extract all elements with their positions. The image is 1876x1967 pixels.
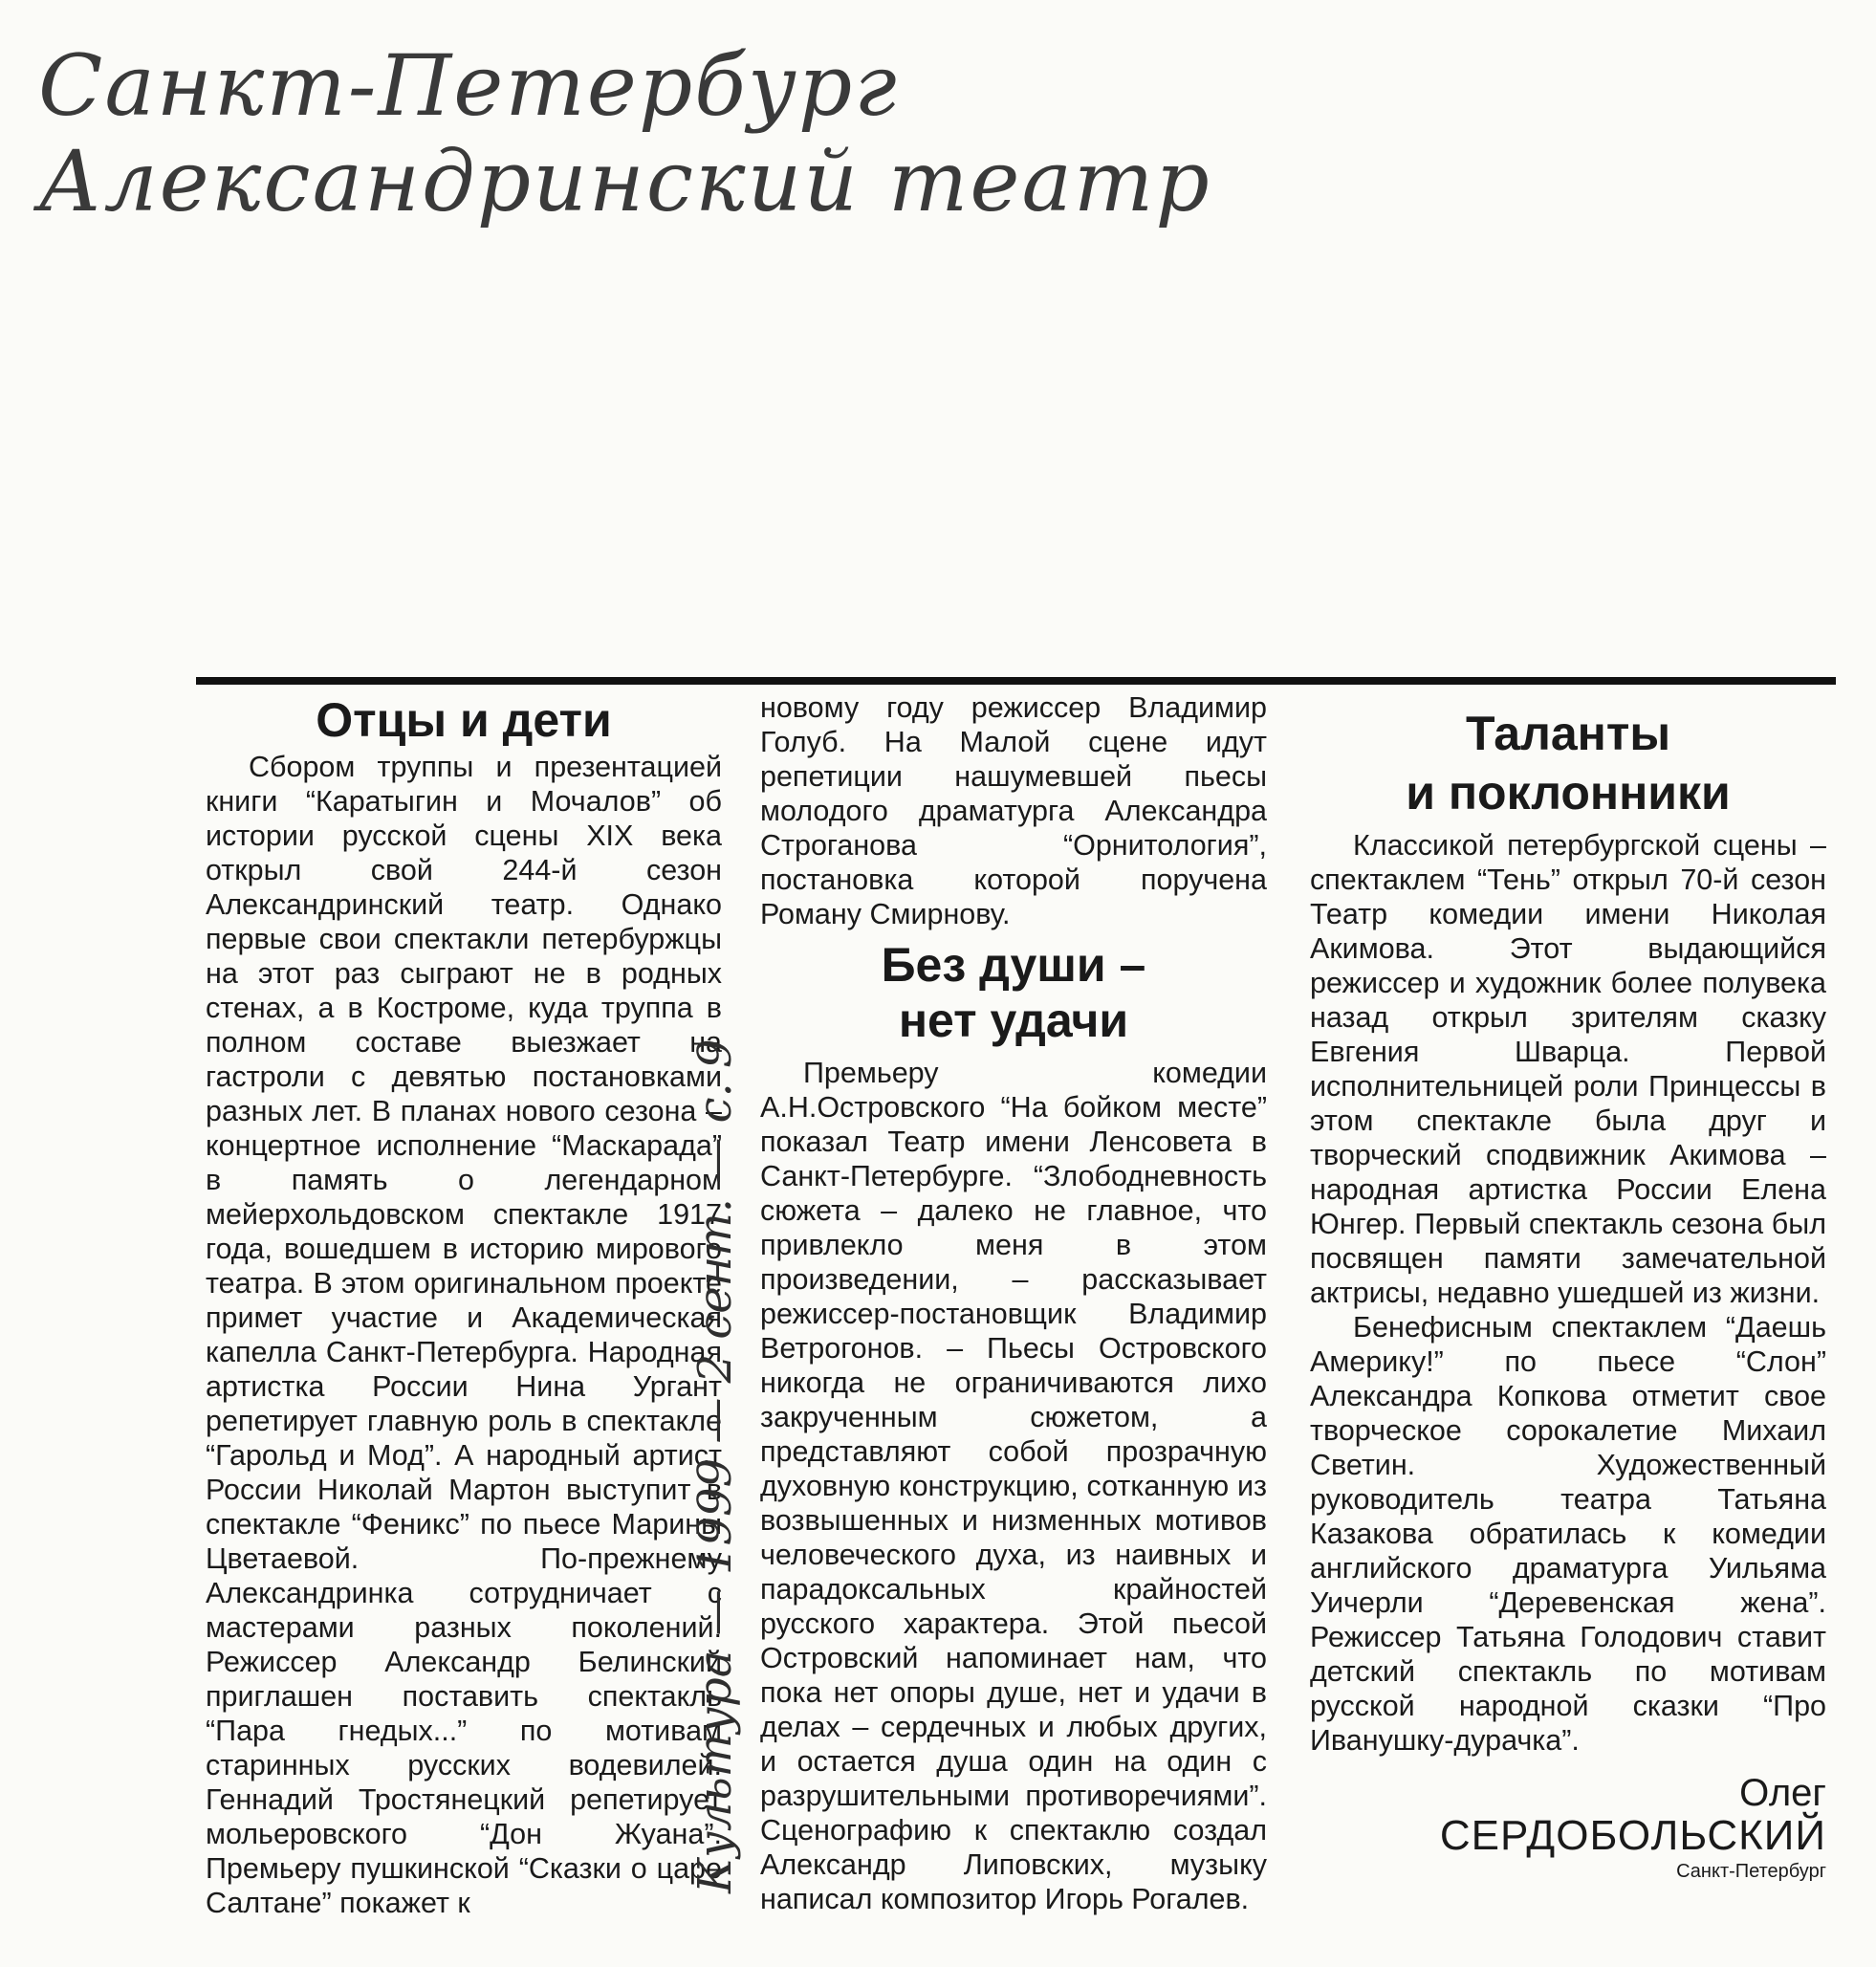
article-title-talanty-line1: Таланты [1465,707,1671,760]
handwritten-line-theatre: Александринский театр [38,132,1211,230]
article-title-otcy-i-deti: Отцы и дети [316,693,612,747]
article-otcy-paragraph-2: новому году режиссер Владимир Голуб. На Малой сцене идут репетиции нашумевшей пьесы молодого драматурга Александра Строганова “Орнитология”, постановка которой поручена Роману Смирнову. [760,691,1267,930]
column-2 [760,690,1267,1916]
article-bez-dushi-paragraph-1: Премьеру комедии А.Н.Островского “На бойком месте” показал Театр имени Ленсовета в Санкт-Петербурге. “Злободневность сюжета – далеко не главное, что привлекло меня в этом произведении, – рассказывает режиссер-постановщик Владимир Ветрогонов. – Пьесы Островского никогда не ограничиваются лихо закрученным сюжетом, а представляют собой прозрачную духовную конструкцию, сотканную из возвышенных и низменных мотивов человеческого духа, из наивных и парадоксальных крайностей русского характера. Этой пьесой Островский напоминает нам, что пока нет опоры душе, нет и удачи в делах – сердечных и любых других, и остается душа один на один с разрушительными противоречиями”. Сценографию к спектаклю создал Александр Липовских, музыку написал композитор Игорь Рогалев. [760,1057,1267,1915]
handwritten-header [38,38,1281,229]
article-title-talanty [1310,704,1826,822]
author-signature [1310,1773,1826,1884]
article-otcy-paragraph-1: Сбором труппы и презентацией книги “Каратыгин и Мочалов” об истории русской сцены XIX века открыл свой 244-й сезон Александринский театр. Однако первые свои спектакли петербуржцы на этот раз сыграют не в родных стенах, а в Костроме, куда труппа в полном составе выезжает на гастроли с девятью постановками разных лет. В планах нового сезона – концертное исполнение “Маскарада” в память о легендарном мейерхольдовском спектакле 1917 года, вошедшем в историю мирового театра. В этом оригинальном проекте примет участие и Академическая капелла Санкт-Петербурга. Народная артистка России Нина Ургант репетирует главную роль в спектакле “Гарольд и Мод”. А народный артист России Николай Мартон выступит в спектакле “Феникс” по пьесе Марины Цветаевой. По-прежнему Александринка сотрудничает с мастерами разных поколений. Режиссер Александр Белинский приглашен поставить спектакль “Пара гнедых...” по мотивам старинных русских водевилей. Геннадий Тростянецкий репетирует мольеровского “Дон Жуана”. Премьеру пушкинской “Сказки о царе Салтане” покажет к [206,751,722,1919]
column-3 [1310,690,1826,1884]
author-first-name: Олег [1739,1772,1826,1814]
top-divider-rule [196,677,1836,685]
article-talanty-paragraph-2: Бенефисным спектаклем “Даешь Америку!” по пьесе “Слон” Александра Копкова отметит свое творческое сорокалетие Михаил Светин. Художественный руководитель театра Татьяна Казакова обратилась к комедии английского драматурга Уильяма Уичерли “Деревенская жена”. Режиссер Татьяна Голодович ставит детский спектакль по мотивам русской народной сказки “Про Иванушку-дурачка”. [1310,1311,1826,1757]
article-title-talanty-line2: и поклонники [1406,766,1731,820]
column-1 [206,690,722,1920]
handwritten-margin-note: Культура — 1999 — 2 сент. — с. 9 [688,1038,742,1893]
article-title-bez-dushi-line2: нет удачи [898,994,1129,1047]
handwritten-line-city: Санкт-Петербург [38,36,899,135]
article-talanty-paragraph-1: Классикой петербургской сцены – спектаклем “Тень” открыл 70-й сезон Театр комедии имени Николая Акимова. Этот выдающийся режиссер и художник более полувека назад открыл зрителям сказку Евгения Шварца. Первой исполнительницей роли Принцессы в этом спектакле была друг и творческий сподвижник Акимова – народная артистка России Елена Юнгер. Первый спектакль сезона был посвящен памяти замечательной актрисы, недавно ушедшей из жизни. [1310,829,1826,1309]
article-title-bez-dushi-line1: Без души – [881,938,1146,992]
article-title-bez-dushi [760,937,1267,1048]
author-city: Санкт-Петербург [1676,1861,1826,1882]
author-last-name: СЕРДОБОЛЬСКИЙ [1439,1812,1826,1859]
